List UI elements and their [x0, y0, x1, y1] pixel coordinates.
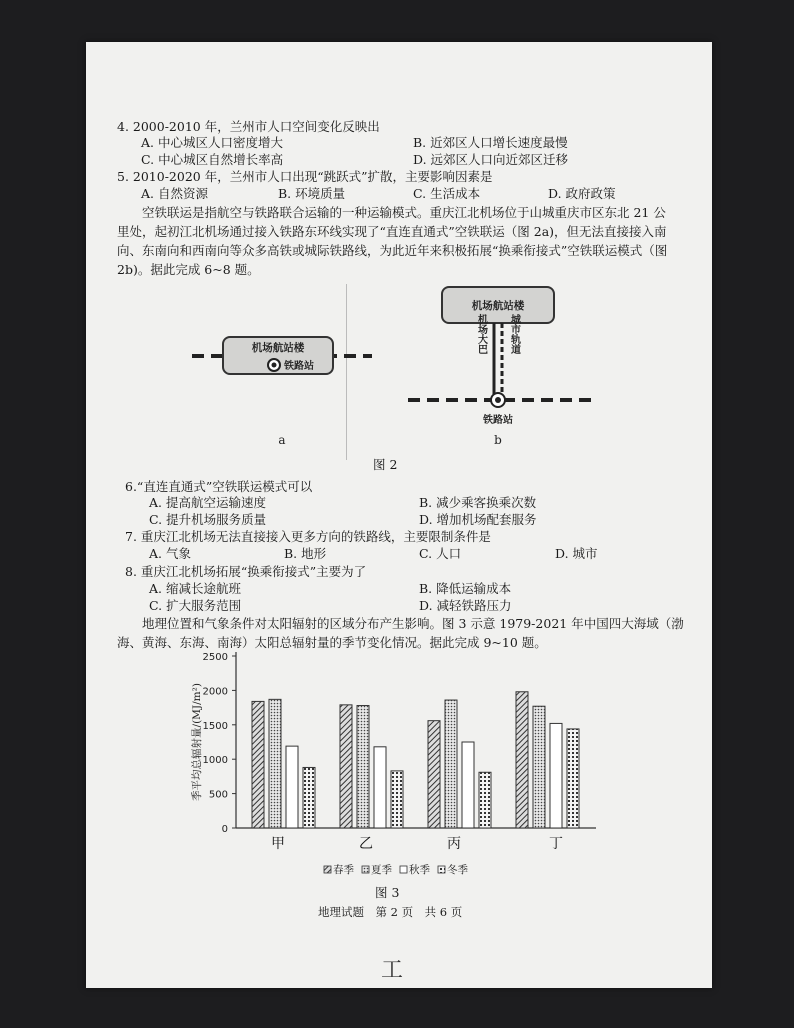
q7-stem: 7. 重庆江北机场无法直接接入更多方向的铁路线，主要限制条件是 [125, 529, 491, 544]
bar-甲-夏季 [269, 699, 281, 828]
y-axis-title: 季平均总辐射量/(MJ/m²) [191, 683, 203, 801]
category-label: 甲 [271, 836, 285, 852]
bottom-mark: 工 [381, 958, 404, 983]
q4-stem: 4. 2000-2010 年，兰州市人口空间变化反映出 [117, 119, 380, 134]
bar-甲-春季 [252, 701, 264, 828]
legend-label-夏季: 夏季 [371, 864, 392, 876]
y-tick-label: 500 [208, 789, 228, 801]
bar-丙-春季 [428, 721, 440, 828]
diagram-label-b: b [494, 433, 502, 447]
q4-option-b: B. 近郊区人口增长速度最慢 [413, 135, 568, 150]
q6-option-d: D. 增加机场配套服务 [419, 512, 537, 527]
airport-bus-label: 机场大巴 [475, 314, 487, 354]
q7-option-d: D. 城市 [555, 546, 598, 561]
bar-乙-春季 [340, 705, 352, 828]
station-label-a: 铁路站 [284, 361, 314, 372]
q6-option-b: B. 减少乘客换乘次数 [419, 495, 537, 510]
figure-3-chart [96, 600, 616, 890]
q6-option-a: A. 提高航空运输速度 [149, 495, 266, 510]
metro-label: 城市轨道 [508, 314, 520, 354]
y-tick-label: 2500 [202, 652, 228, 663]
y-tick-label: 0 [221, 824, 228, 835]
q4-option-d: D. 远郊区人口向近郊区迁移 [413, 152, 569, 167]
y-tick-label: 1500 [202, 720, 228, 732]
q8-option-c: C. 扩大服务范围 [149, 598, 242, 613]
legend-label-冬季: 冬季 [447, 864, 468, 876]
bar-乙-夏季 [357, 706, 369, 828]
bar-乙-冬季 [391, 771, 403, 828]
bar-丙-冬季 [479, 772, 491, 828]
q5-option-b: B. 环境质量 [278, 186, 346, 201]
bar-甲-冬季 [303, 767, 315, 828]
bar-乙-秋季 [374, 747, 386, 828]
legend-swatch-春季 [324, 866, 331, 873]
q5-option-d: D. 政府政策 [548, 186, 616, 201]
category-label: 丁 [549, 836, 563, 852]
q7-option-b: B. 地形 [284, 546, 327, 561]
q8-option-a: A. 缩减长途航班 [149, 581, 241, 596]
q5-option-a: A. 自然资源 [141, 186, 208, 201]
q7-option-c: C. 人口 [419, 546, 462, 561]
category-label: 乙 [359, 836, 373, 852]
q8-option-b: B. 降低运输成本 [419, 581, 512, 596]
q8-stem: 8. 重庆江北机场拓展“换乘衔接式”主要为了 [125, 564, 367, 579]
bar-丙-夏季 [445, 700, 457, 828]
figure-3-caption: 图 3 [375, 885, 400, 900]
bar-丁-冬季 [567, 729, 579, 828]
page-footer: 地理试题 第 2 页 共 6 页 [318, 905, 463, 919]
q4-option-a: A. 中心城区人口密度增大 [141, 135, 283, 150]
q5-stem: 5. 2010-2020 年，兰州市人口出现“跳跃式”扩散，主要影响因素是 [117, 169, 493, 184]
bar-丙-秋季 [462, 742, 474, 828]
y-tick-label: 1000 [202, 755, 228, 767]
terminal-label-a: 机场航站楼 [251, 342, 305, 354]
legend-label-秋季: 秋季 [409, 864, 430, 876]
q7-option-a: A. 气象 [149, 546, 191, 561]
figure-2-caption: 图 2 [373, 457, 398, 472]
passage-air-rail: 空铁联运是指航空与铁路联合运输的一种运输模式。重庆江北机场位于山城重庆市区东北 21 公里处，起初江北机场通过接入铁路东环线实现了“直连直通式”空铁联运（图 2a)，但无法直接接入南向、东南向和西南向等众多高铁或城际铁路线，为此近年来积极拓展“换乘衔接式”空铁联运模式（图 2b)。据此完成 6~8 题。 [117, 205, 668, 277]
q6-option-c: C. 提升机场服务质量 [149, 512, 267, 527]
figure-2-diagram [176, 282, 616, 472]
q4-option-c: C. 中心城区自然增长率高 [141, 152, 284, 167]
legend-swatch-冬季 [438, 866, 445, 873]
legend-label-春季: 春季 [333, 864, 354, 876]
passage-radiation: 地理位置和气象条件对太阳辐射的区域分布产生影响。图 3 示意 1979-2021 年中国四大海域（渤海、黄海、东海、南海）太阳总辐射量的季节变化情况。据此完成 9~10 题。 [117, 616, 684, 650]
bar-丁-秋季 [550, 723, 562, 828]
station-label-b: 铁路站 [483, 415, 513, 426]
q5-option-c: C. 生活成本 [413, 186, 481, 201]
bar-甲-秋季 [286, 746, 298, 828]
terminal-label-b: 机场航站楼 [471, 300, 525, 312]
category-label: 丙 [447, 836, 461, 852]
diagram-label-a: a [278, 433, 286, 447]
y-tick-label: 2000 [202, 686, 228, 698]
legend-swatch-秋季 [400, 866, 407, 873]
q8-option-d: D. 减轻铁路压力 [419, 598, 512, 613]
legend-swatch-夏季 [362, 866, 369, 873]
bar-丁-夏季 [533, 706, 545, 828]
bar-丁-春季 [516, 692, 528, 828]
q6-stem: 6.“直连直通式”空铁联运模式可以 [125, 479, 313, 494]
